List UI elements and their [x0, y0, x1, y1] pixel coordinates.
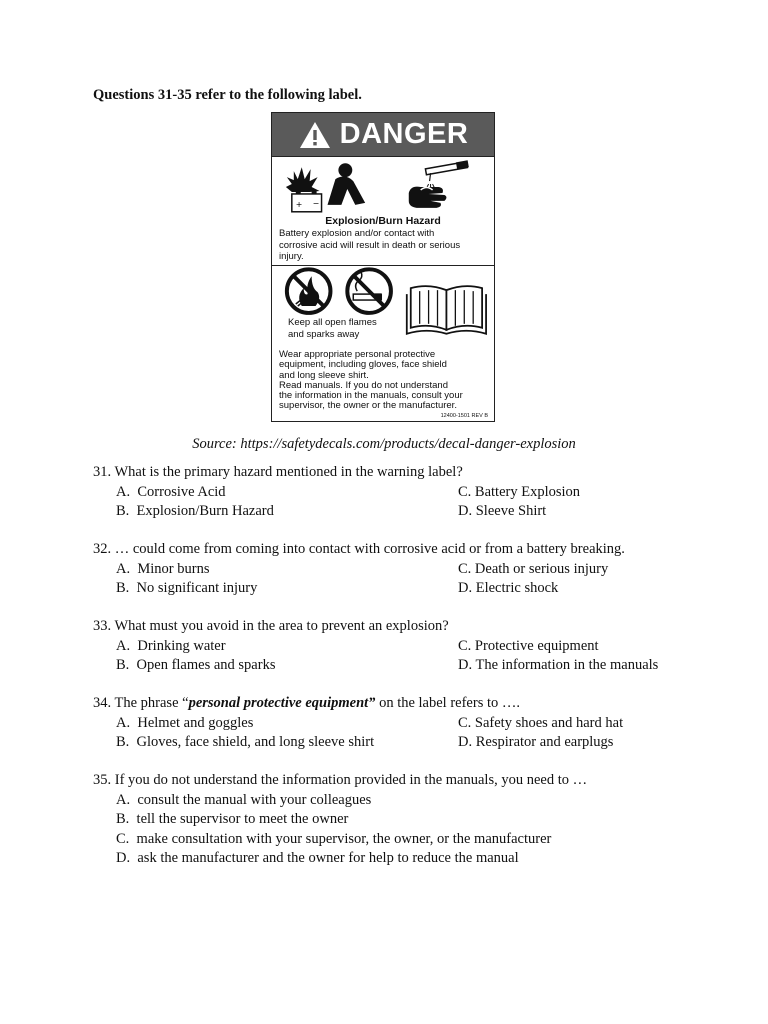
option-b: B. Open flames and sparks: [116, 657, 276, 673]
option-b: B. tell the supervisor to meet the owner: [116, 811, 349, 827]
option-c: C. Safety shoes and hard hat: [458, 714, 624, 731]
option-a: A. Corrosive Acid: [116, 483, 226, 500]
ppe-line: equipment, including gloves, face shield: [279, 359, 447, 371]
question-35: [93, 771, 693, 869]
ppe-line: and long sleeve shirt.: [279, 369, 369, 381]
ppe-line: Wear appropriate personal protective: [279, 349, 436, 360]
no-smoking-icon: [347, 269, 391, 313]
battery-explosion-icon: [286, 167, 322, 212]
svg-text:+: +: [295, 199, 303, 209]
open-manual-icon: [407, 286, 486, 334]
danger-word: DANGER: [339, 118, 469, 150]
no-flames-icon: [287, 269, 331, 313]
question-stem: 32. … could come from coming into contact with corrosive acid or from a battery breaking.: [93, 541, 625, 557]
option-c: C. Death or serious injury: [458, 560, 609, 577]
question-32: [93, 540, 693, 599]
emphasized-phrase: personal protective equipment”: [188, 695, 376, 711]
question-stem: 33. What must you avoid in the area to prevent an explosion?: [93, 618, 449, 634]
acid-hand-icon: [409, 160, 469, 208]
ppe-instructions: [279, 350, 489, 412]
hazard-section: [272, 157, 494, 266]
svg-text:−: −: [312, 198, 320, 208]
danger-label: [271, 112, 495, 422]
flames-line: and sparks away: [288, 328, 360, 340]
hazard-line: Battery explosion and/or contact with: [279, 228, 435, 239]
option-a: A. Minor burns: [116, 560, 210, 577]
option-b: B. No significant injury: [116, 580, 258, 596]
flames-warning: [288, 317, 408, 340]
danger-header: [272, 113, 494, 157]
question-stem: 34. The phrase “personal protective equipment” on the label refers to ….: [93, 695, 520, 711]
warning-triangle-icon: [298, 120, 332, 150]
option-a: A. consult the manual with your colleagues: [116, 791, 372, 808]
precaution-section: [272, 266, 494, 421]
source-citation: Source: https://safetydecals.com/products/decal-danger-explosion: [192, 436, 576, 452]
question-34: [93, 694, 693, 753]
question-31: [93, 463, 693, 522]
option-d: D. Electric shock: [458, 580, 559, 596]
ppe-line: the information in the manuals, consult your: [279, 390, 463, 402]
option-d: D. Sleeve Shirt: [458, 503, 547, 519]
flames-line: Keep all open flames: [288, 317, 377, 328]
option-d: D. The information in the manuals: [458, 657, 659, 673]
questions-intro: Questions 31-35 refer to the following label.: [93, 87, 362, 103]
option-c: C. make consultation with your supervisor, the owner, or the manufacturer: [116, 830, 552, 847]
hazard-pictograms: [272, 157, 494, 219]
question-33: [93, 617, 693, 676]
options-grid: [93, 637, 693, 676]
options-grid: [93, 483, 693, 522]
option-b: B. Explosion/Burn Hazard: [116, 503, 274, 519]
hazard-description: [279, 228, 488, 263]
option-a: A. Drinking water: [116, 637, 226, 654]
person-injured-icon: [328, 163, 366, 205]
option-c: C. Protective equipment: [458, 637, 599, 654]
option-b: B. Gloves, face shield, and long sleeve shirt: [116, 734, 375, 750]
label-code: 12400-1501 REV B: [440, 413, 488, 419]
ppe-line: supervisor, the owner or the manufacturer.: [279, 400, 457, 412]
hazard-line: corrosive acid will result in death or serious: [279, 239, 461, 251]
question-stem: 31. What is the primary hazard mentioned in the warning label?: [93, 464, 463, 480]
option-a: A. Helmet and goggles: [116, 714, 254, 731]
option-c: C. Battery Explosion: [458, 483, 581, 500]
hazard-line: injury.: [279, 251, 304, 262]
options-grid: [93, 714, 693, 753]
hazard-title: Explosion/Burn Hazard: [325, 215, 441, 227]
ppe-line: Read manuals. If you do not understand: [279, 379, 449, 391]
question-stem: 35. If you do not understand the information provided in the manuals, you need to …: [93, 772, 588, 788]
option-d: D. Respirator and earplugs: [458, 734, 614, 750]
option-d: D. ask the manufacturer and the owner for help to reduce the manual: [116, 850, 519, 866]
options-list: [93, 791, 693, 869]
options-grid: [93, 560, 693, 599]
